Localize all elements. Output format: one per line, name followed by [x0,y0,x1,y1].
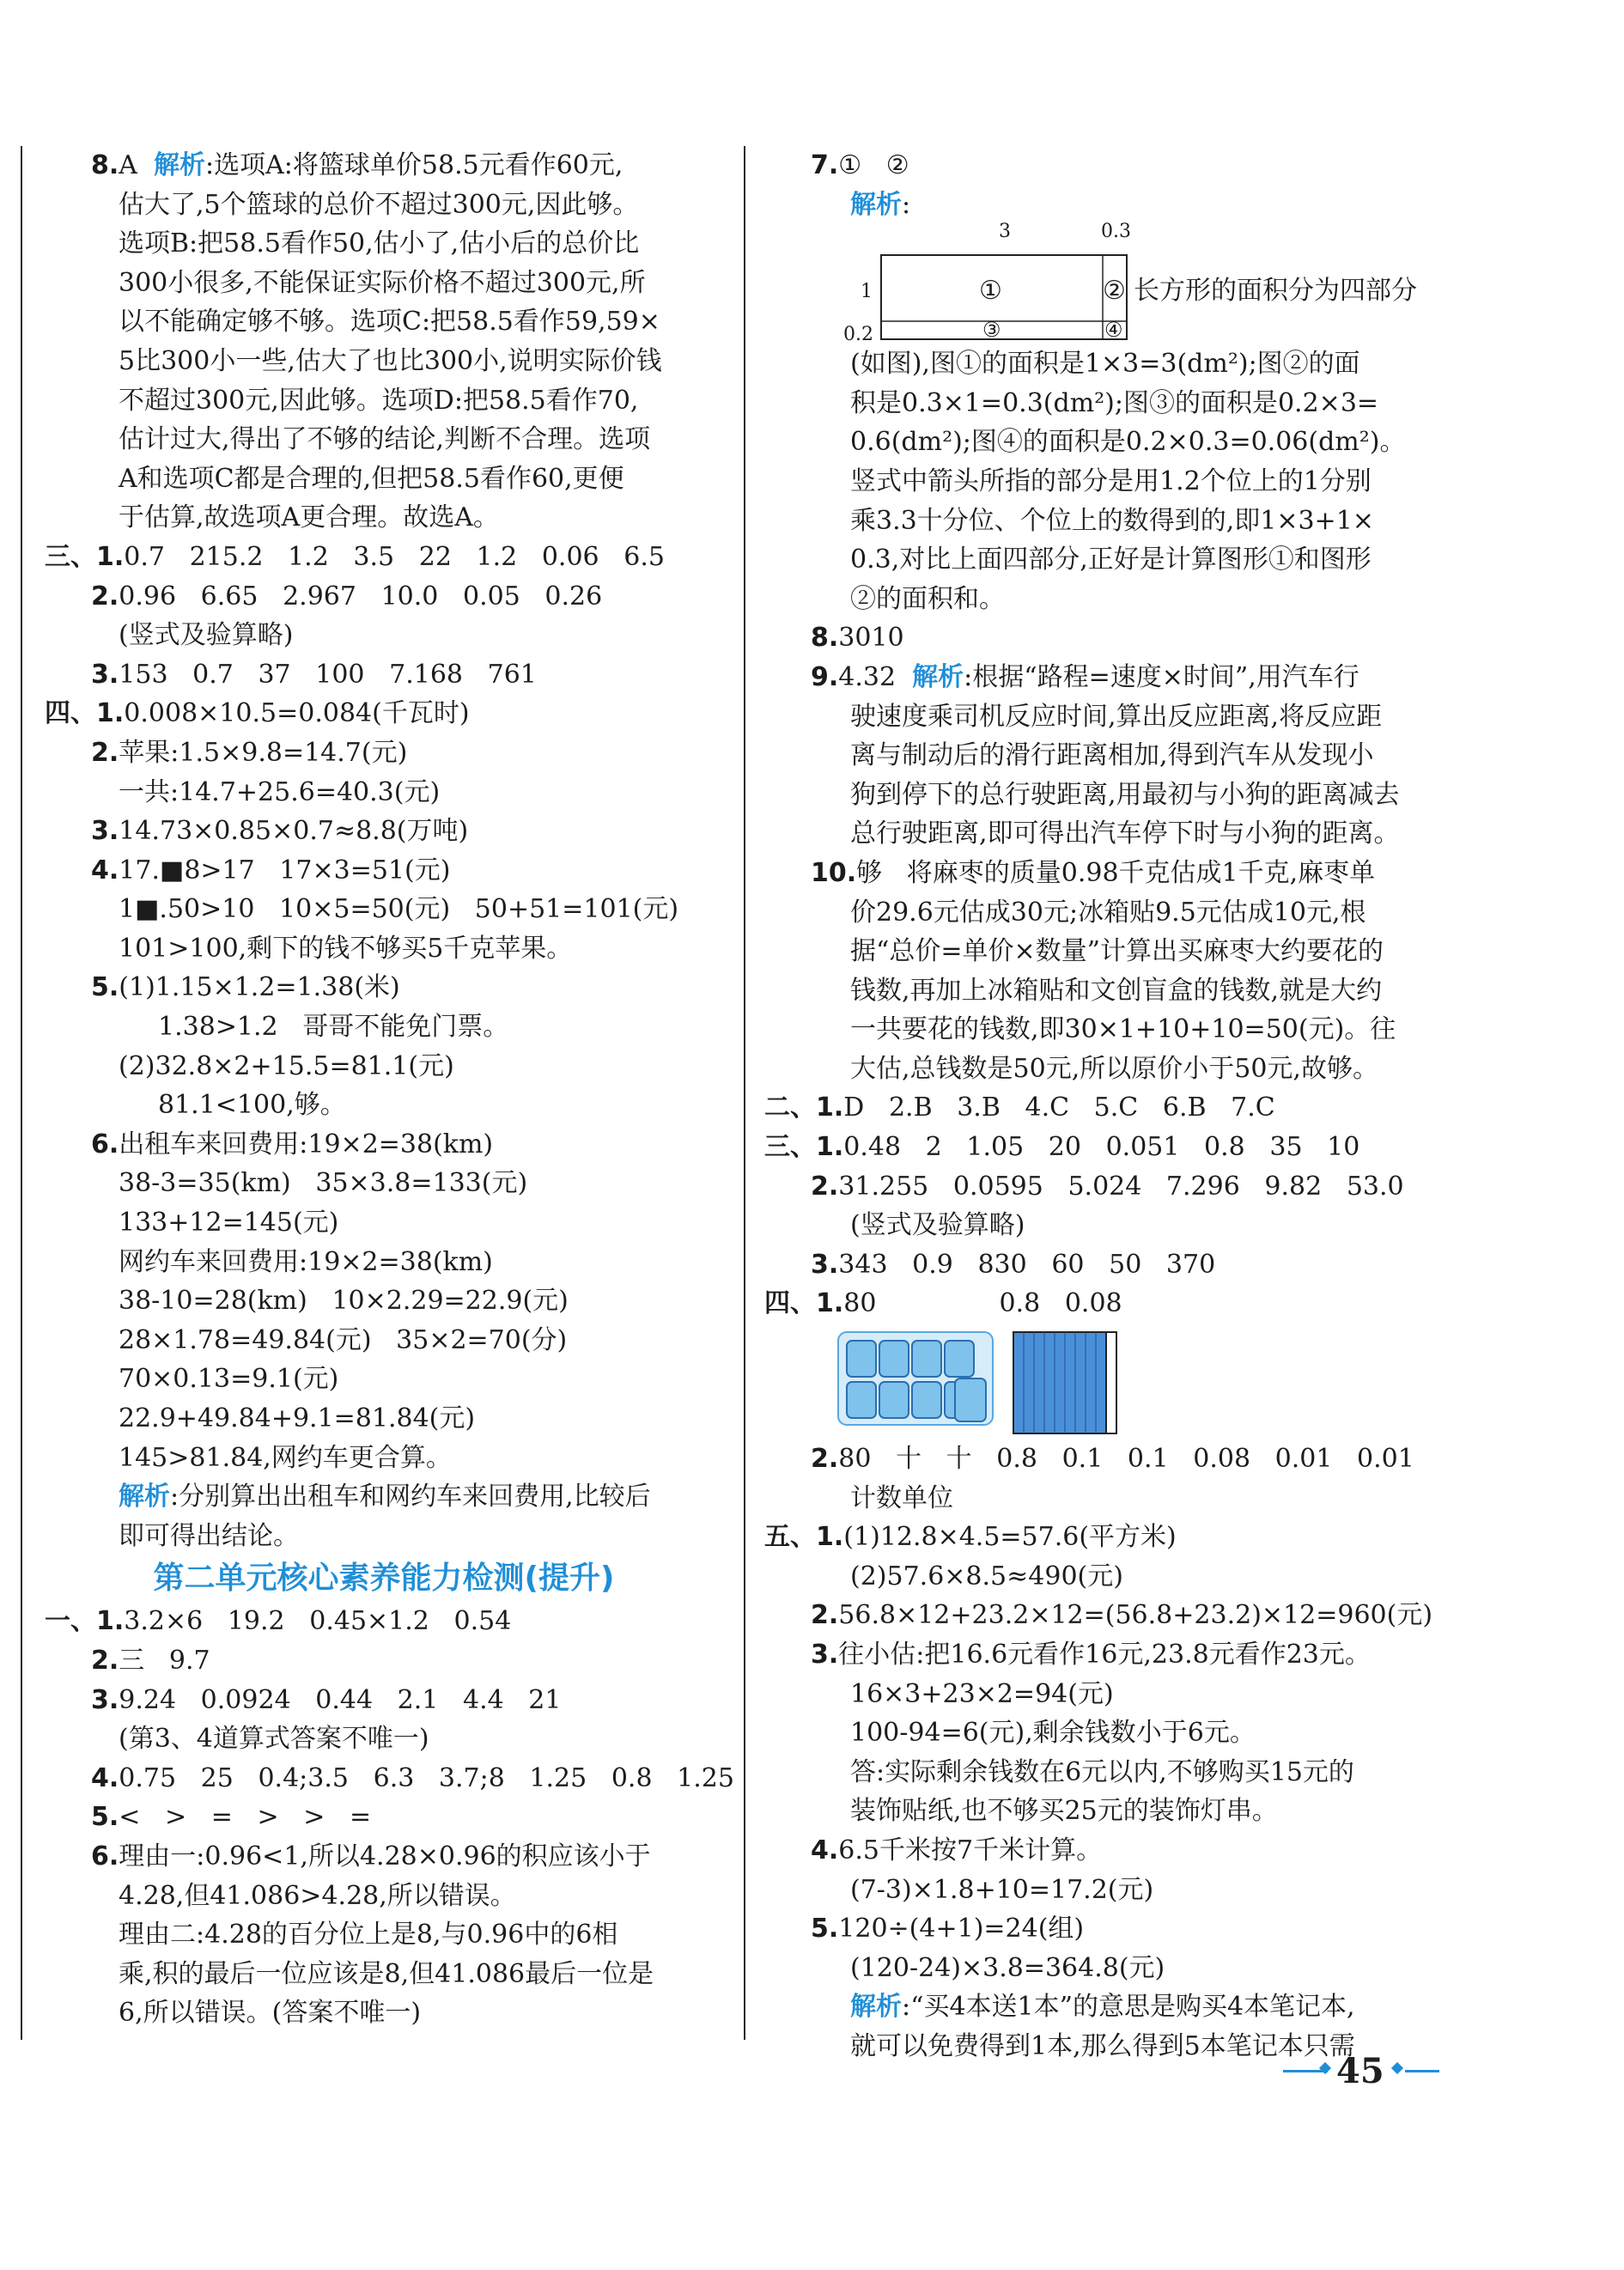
line-text: 理由二:4.28的百分位上是8,与0.96中的6相 [119,1920,618,1950]
line-text: ②的面积和。 [850,583,1005,614]
answer-line [764,854,1451,893]
line-text: 1.38>1.2 哥哥不能免门票。 [158,1012,509,1043]
section-number: 四、 [764,1288,816,1319]
section-number: 四、 [45,698,96,729]
answer-line [45,538,723,577]
line-text: 大估,总钱数是50元,所以原价小于50元,故够。 [850,1053,1378,1084]
line-text: 选项B:把58.5看作50,估小了,估小后的总价比 [119,228,640,259]
question-number: 3. [91,659,119,690]
answer-line [45,1360,723,1399]
line-text: 80 十 十 0.8 0.1 0.1 0.08 0.01 0.01 [838,1444,1414,1475]
answer-line [45,1399,723,1439]
answer-line [764,1831,1451,1871]
line-text: 竖式中箭头所指的部分是用1.2个位上的1分别 [850,466,1372,496]
answer-line [764,1518,1451,1557]
answer-line [764,893,1451,933]
answer-choice: A [119,150,137,180]
line-text: 苹果:1.5×9.8=14.7(元) [119,737,408,768]
line-text: 网约车来回费用:19×2=38(km) [119,1246,493,1277]
line-text: 0.48 2 1.05 20 0.051 0.8 35 10 [843,1132,1360,1163]
line-text: 狗到停下的总行驶距离,用最初与小狗的距离减去 [850,779,1400,810]
answer-line [45,1477,723,1517]
answer-line [764,1909,1451,1949]
line-text: 153 0.7 37 100 7.168 761 [119,659,537,690]
line-text: 38-3=35(km) 35×3.8=133(元) [119,1168,528,1199]
line-text: 101>100,剩下的钱不够买5千克苹果。 [119,933,573,964]
line-text: 0.96 6.65 2.967 10.0 0.05 0.26 [119,581,603,612]
answer-line [45,1439,723,1478]
line-text: 价29.6元估成30元;冰箱贴9.5元估成10元,根 [850,897,1366,928]
answer-line [45,1602,723,1641]
answer-line [764,618,1451,658]
line-text: 0.75 25 0.4;3.5 6.3 3.7;8 1.25 0.8 1.25 [119,1762,734,1793]
question-number: 1. [816,1522,844,1553]
answer-line [45,1086,723,1125]
analysis-label: 解析 [154,150,206,180]
line-text: 81.1<100,够。 [158,1090,346,1121]
line-text: 133+12=145(元) [119,1208,339,1238]
line-text: < > = > > = [119,1802,372,1833]
line-text: 积是0.3×1=0.3(dm²);图③的面积是0.2×3= [850,387,1379,418]
line-text: (1)1.15×1.2=1.38(米) [119,972,400,1003]
line-text: 就可以免费得到1本,那么得到5本笔记本只需 [850,2030,1355,2061]
line-text: 即可得出结论。 [119,1520,299,1551]
answer-line [764,1871,1451,1910]
line-text: 乘3.3十分位、个位上的数得到的,即1×3+1× [850,505,1374,536]
answer-line [45,1203,723,1243]
line-text: 70×0.13=9.1(元) [119,1364,339,1395]
line-text: (1)12.8×4.5=57.6(平方米) [843,1522,1177,1553]
answer-line [45,1837,723,1877]
question-number: 3. [91,1684,119,1715]
line-text: : [902,189,911,220]
section-heading: 第二单元核心素养能力检测(提升) [153,1561,615,1597]
answer-line [45,733,723,773]
answer-line [45,851,723,891]
line-text: 9.24 0.0924 0.44 2.1 4.4 21 [119,1684,562,1715]
column-divider [744,146,745,2040]
label-3: 3 [999,221,1011,243]
answer-line [45,1759,734,1798]
answer-line [45,224,723,264]
cell-2: ② [1103,276,1126,307]
line-text: 答:实际剩余钱数在6元以内,不够购买15元的 [850,1756,1354,1787]
line-text: (120-24)×3.8=364.8(元) [850,1952,1165,1983]
answer-line [764,1245,1451,1285]
line-text: 0.3,对比上面四部分,正好是计算图形①和图形 [850,545,1372,575]
section-number: 二、 [764,1092,816,1123]
answer-line [45,1243,723,1282]
label-0-2: 0.2 [843,324,873,346]
question-number: 2. [91,1645,119,1676]
answer-line [764,1284,1451,1324]
answer-line [45,1915,723,1955]
answer-line [764,502,1451,541]
answer-line [45,577,723,617]
page-number: 45 [1336,2051,1384,2091]
line-text: 120÷(4+1)=24(组) [838,1914,1085,1944]
analysis-label: 解析 [119,1482,170,1512]
answer-line [45,302,723,342]
line-text: 56.8×12+23.2×12=(56.8+23.2)×12=960(元) [838,1600,1433,1631]
question-number: 7. [811,150,839,180]
line-text: (竖式及验算略) [850,1210,1025,1241]
section-number: 三、 [764,1132,816,1163]
line-text: ① ② [838,150,909,180]
answer-line [45,773,723,812]
answer-line [45,1641,723,1681]
answer-line [764,736,1451,776]
question-number: 1. [96,698,125,729]
line-text: 16×3+23×2=94(元) [850,1678,1114,1709]
line-text: 估大了,5个篮球的总价不超过300元,因此够。 [119,189,639,220]
answer-line [764,1167,1451,1207]
line-text: (2)32.8×2+15.5=81.1(元) [119,1050,454,1081]
line-text: 100-94=6(元),剩余钱数小于6元。 [850,1718,1256,1749]
answer-line [45,890,723,929]
answer-line [764,1753,1451,1792]
line-text: 0.008×10.5=0.084(千瓦时) [124,698,470,729]
answer-line [45,342,723,381]
answer-line [764,1557,1451,1597]
question-number: 5. [91,972,119,1003]
answer-line [45,1877,723,1916]
question-number: 5. [811,1914,839,1944]
line-text: 343 0.9 830 60 50 370 [838,1249,1216,1280]
answer-line [45,146,723,186]
line-text: (竖式及验算略) [119,620,294,651]
line-text: 三 9.7 [119,1645,210,1676]
counting-model-figure [764,1324,1451,1439]
question-number: 1. [816,1288,844,1319]
line-text: 一共:14.7+25.6=40.3(元) [119,776,441,807]
line-text: 乘,积的最后一位应该是8,但41.086最后一位是 [119,1958,654,1989]
line-text: 38-10=28(km) 10×2.29=22.9(元) [119,1286,569,1317]
answer-line [764,1088,1451,1128]
line-text: 3.2×6 19.2 0.45×1.2 0.54 [124,1606,512,1637]
question-number: 3. [811,1249,839,1280]
analysis-label: 解析 [912,661,964,692]
answer-line [764,1675,1451,1714]
question-number: 4. [91,855,119,885]
question-number: 3. [811,1640,839,1670]
answer-line [45,1321,723,1360]
answer-line [764,971,1451,1011]
question-number: 6. [91,1129,119,1159]
answer-line [764,1128,1451,1167]
answer-line [45,655,723,695]
line-text: 计数单位 [850,1482,953,1513]
answer-line [764,1479,1451,1518]
line-text: 够 将麻枣的质量0.98千克估成1千克,麻枣单 [856,857,1376,888]
right-column [764,146,1451,2066]
question-number: 1. [96,1606,125,1637]
line-text: 4.32 [838,661,913,692]
line-text: :选项A:将篮球单价58.5元看作60元, [205,150,623,180]
label-1: 1 [861,281,873,303]
line-text: D 2.B 3.B 4.C 5.C 6.B 7.C [843,1092,1275,1123]
question-number: 2. [91,737,119,768]
answer-line [45,1955,723,1994]
page-number-rule-right [1405,2070,1439,2072]
analysis-label: 解析 [850,189,902,220]
cell-3: ③ [982,318,1001,343]
answer-line [45,1681,723,1720]
question-number: 5. [91,1802,119,1833]
figure-side-text: 长方形的面积分为四部分 [1134,276,1417,307]
answer-line [45,968,723,1007]
answer-line [764,1635,1451,1675]
answer-line [764,344,1451,384]
answer-line [45,1164,723,1203]
label-0-3: 0.3 [1101,221,1131,243]
line-text: 一共要花的钱数,即30×1+10+10=50(元)。往 [850,1014,1396,1045]
answer-line [764,540,1451,580]
line-text: 31.255 0.0595 5.024 7.296 9.82 53.0 [838,1171,1404,1202]
answer-line [764,776,1451,815]
answer-line [764,1050,1451,1089]
question-number: 8. [811,623,839,654]
answer-line [45,1993,723,2033]
question-number: 8. [91,150,119,180]
answer-line [45,616,723,655]
answer-line [45,264,723,303]
line-text: (如图),图①的面积是1×3=3(dm²);图②的面 [850,349,1360,380]
answer-line [45,812,723,851]
question-number: 6. [91,1841,119,1871]
line-text: 总行驶距离,即可得出汽车停下时与小狗的距离。 [850,819,1400,849]
section-number: 五、 [764,1522,816,1553]
answer-line [45,186,723,225]
answer-line [764,1439,1451,1479]
line-text: (7-3)×1.8+10=17.2(元) [850,1874,1154,1905]
question-number: 10. [811,857,857,888]
left-column [45,146,734,2033]
cell-4: ④ [1104,318,1123,343]
line-text: 5比300小一些,估大了也比300小,说明实际价钱 [119,345,662,376]
answer-line [764,1792,1451,1831]
answer-line [764,1949,1451,1988]
answer-line [764,932,1451,971]
rectangle-area-figure [764,221,1451,346]
answer-line [45,459,723,499]
question-number: 2. [91,581,119,612]
answer-line [45,1517,723,1556]
answer-line [45,1281,723,1321]
line-text: 28×1.78=49.84(元) 35×2=70(分) [119,1324,568,1355]
line-text: 于估算,故选项A更合理。故选A。 [119,502,499,533]
line-text: (2)57.6×8.5≈490(元) [850,1561,1123,1591]
line-text: 驶速度乘司机反应时间,算出反应距离,将反应距 [850,701,1383,732]
line-text: 1■.50>10 10×5=50(元) 50+51=101(元) [119,894,679,925]
line-text: 3010 [838,623,904,654]
line-text: 300小很多,不能保证实际价格不超过300元,所 [119,267,646,298]
section-number: 一、 [45,1606,96,1637]
answer-line [764,814,1451,854]
question-number: 2. [811,1600,839,1631]
line-text: 装饰贴纸,也不够买25元的装饰灯串。 [850,1796,1278,1827]
line-text: 估计过大,得出了不够的结论,判断不合理。选项 [119,424,651,455]
line-text: 0.7 215.2 1.2 3.5 22 1.2 0.06 6.5 [124,541,665,572]
answer-line [764,1010,1451,1050]
answer-line [764,384,1451,423]
answer-line [45,1007,723,1047]
answer-line [45,1798,723,1837]
line-text: 不超过300元,因此够。选项D:把58.5看作70, [119,385,639,416]
answer-line [45,1047,723,1086]
question-number: 4. [91,1762,119,1793]
line-text: :根据“路程=速度×时间”,用汽车行 [964,661,1359,692]
answer-line [764,658,1451,697]
answer-line [45,420,723,459]
left-margin-rule [21,146,22,2040]
section-number: 三、 [45,541,96,572]
line-text: 22.9+49.84+9.1=81.84(元) [119,1403,476,1433]
line-text: A和选项C都是合理的,但把58.5看作60,更便 [119,463,624,494]
line-text: 17.■8>17 17×3=51(元) [119,855,451,885]
answer-line [764,146,1451,186]
answer-line [45,1125,723,1165]
line-text: (第3、4道算式答案不唯一) [119,1724,429,1755]
question-number: 2. [811,1444,839,1475]
bundles-and-grid-diagram [764,1324,1451,1439]
answer-line [764,1987,1451,2027]
line-text: 钱数,再加上冰箱贴和文创盲盒的钱数,就是大约 [850,975,1383,1006]
question-number: 9. [811,661,839,692]
line-text: :“买4本送1本”的意思是购买4本笔记本, [902,1992,1355,2023]
line-text: 6,所以错误。(答案不唯一) [119,1998,422,2029]
line-text: 0.6(dm²);图④的面积是0.2×0.3=0.06(dm²)。 [850,427,1406,458]
line-text: 145>81.84,网约车更合算。 [119,1442,452,1473]
question-number: 1. [96,541,125,572]
question-number: 3. [91,816,119,847]
line-text: :分别算出出租车和网约车来回费用,比较后 [170,1482,651,1512]
answer-line [764,423,1451,462]
answer-line [45,498,723,538]
line-text: 14.73×0.85×0.7≈8.8(万吨) [119,816,469,847]
cell-1: ① [979,276,1002,307]
answer-line [764,580,1451,619]
question-number: 2. [811,1171,839,1202]
question-number: 4. [811,1835,839,1865]
line-text: 理由一:0.96<1,所以4.28×0.96的积应该小于 [119,1841,651,1871]
line-text: 4.28,但41.086>4.28,所以错误。 [119,1880,516,1911]
line-text: 以不能确定够不够。选项C:把58.5看作59,59× [119,307,660,338]
answer-line [764,462,1451,502]
line-text: 据“总价=单价×数量”计算出买麻枣大约要花的 [850,936,1384,967]
answer-line [764,1713,1451,1753]
question-number: 1. [816,1092,844,1123]
answer-line [45,1719,723,1759]
line-text: 80 0.8 0.08 [843,1288,1122,1319]
question-number: 1. [816,1132,844,1163]
answer-line [45,694,723,733]
line-text: 离与制动后的滑行距离相加,得到汽车从发现小 [850,740,1374,771]
answer-line [764,1206,1451,1245]
analysis-label: 解析 [850,1992,902,2023]
answer-line [764,1596,1451,1635]
answer-line [45,929,723,969]
line-text: 出租车来回费用:19×2=38(km) [119,1129,494,1159]
answer-line [45,381,723,421]
line-text: 6.5千米按7千米计算。 [838,1835,1103,1865]
answer-line [764,697,1451,737]
line-text: 往小估:把16.6元看作16元,23.8元看作23元。 [838,1640,1371,1670]
